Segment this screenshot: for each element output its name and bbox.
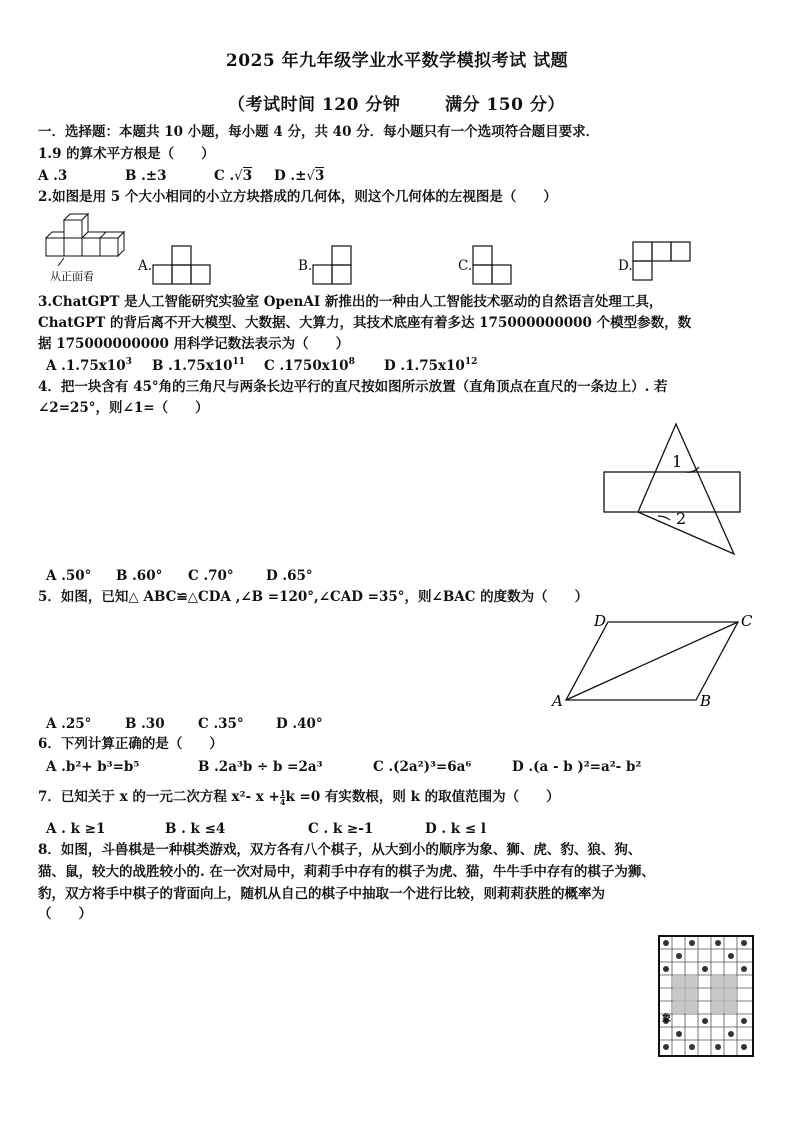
q1-option-b: B .±3 <box>125 168 167 184</box>
q4-option-d: D .65° <box>266 568 313 584</box>
q5-option-b: B .30 <box>125 716 165 732</box>
q2-option-c-label: C. <box>458 258 473 274</box>
q3-line-3: 据 175000000000 用科学记数法表示为（ ） <box>38 336 350 352</box>
q2-option-d-label: D. <box>618 258 633 274</box>
exam-time: （考试时间 120 分钟 <box>228 95 401 115</box>
q7-option-d: D . k ≤ l <box>425 821 487 837</box>
q7-stem: 7．已知关于 x 的一元二次方程 x²- x + $\frac{1}{4}$ k =0 有实数根，则 k 的取值范围为（ ） <box>38 788 560 807</box>
q2-option-a-view <box>152 244 214 286</box>
q4-line-1: 4．把一块含有 45°角的三角尺与两条长边平行的直尺按如图所示放置（直角顶点在直尺的一条边上）. 若 <box>38 379 668 395</box>
q1-option-a: A .3 <box>38 168 68 184</box>
q2-option-b-label: B. <box>298 258 313 274</box>
q4-option-a: A .50° <box>46 568 92 584</box>
angle-2-label: 2 <box>676 509 687 528</box>
section-instruction: 一．选择题：本题共 10 小题，每小题 4 分，共 40 分．每小题只有一个选项符合题目要求． <box>38 124 600 140</box>
q7-option-c: C . k ≥-1 <box>308 821 374 837</box>
q3-option-c: C $.1750x10^8$ <box>264 357 355 374</box>
q6-option-b: B .2a³b ÷ b =2a³ <box>198 759 323 775</box>
q8-animal-chess-board <box>658 935 754 1057</box>
q8-line-2: 猫、鼠，较大的战胜较小的. 在一次对局中，莉莉手中存有的棋子为虎、猫，牛牛手中存有的棋子为狮、 <box>38 864 655 880</box>
q4-line-2: ∠2=25°，则∠1=（ ） <box>38 400 209 416</box>
q6-option-a: A .b²+ b³=b⁵ <box>46 759 140 775</box>
q1-option-d: D .±√3 <box>274 168 325 184</box>
q8-line-4: （ ） <box>38 906 92 922</box>
q1-stem: 1.9 的算术平方根是（ ） <box>38 146 215 162</box>
q5-parallelogram-figure <box>548 610 760 710</box>
ruler <box>604 472 740 512</box>
q3-line-2: ChatGPT 的背后离不开大模型、大数据、大算力，其技术底座有着多达 175000000000 个模型参数，数 <box>38 315 692 331</box>
q2-option-c-view <box>472 244 516 286</box>
q5-option-c: C .35° <box>198 716 244 732</box>
vertex-d-label: D <box>594 612 607 630</box>
board-piece-label: 象 <box>662 1014 672 1024</box>
angle-1-label: 1 <box>672 452 683 471</box>
q2-option-d-view <box>632 240 694 284</box>
q7-option-a: A . k ≥1 <box>46 821 106 837</box>
vertex-c-label: C <box>741 612 753 630</box>
full-score: 满分 150 分） <box>445 95 565 115</box>
q1-option-c: C .√3 <box>214 168 253 184</box>
q7-option-b: B . k ≤4 <box>165 821 226 837</box>
q2-solid-figure <box>38 210 128 285</box>
q4-ruler-triangle-figure <box>598 420 744 560</box>
vertex-a-label: A <box>552 692 563 710</box>
q3-line-1: 3.ChatGPT 是人工智能研究实验室 OpenAI 新推出的一种由人工智能技术驱动的自然语言处理工具， <box>38 294 663 310</box>
q4-option-c: C .70° <box>188 568 234 584</box>
q5-option-d: D .40° <box>276 716 323 732</box>
q4-option-b: B .60° <box>116 568 163 584</box>
q3-option-b: B $.1.75x10^{11}$ <box>152 357 246 374</box>
vertex-b-label: B <box>700 692 712 710</box>
q6-option-c: C .(2a²)³=6a⁶ <box>373 759 472 775</box>
page-title: 2025 年九年级学业水平数学模拟考试 试题 <box>225 51 569 71</box>
q2-stem: 2.如图是用 5 个大小相同的小立方块搭成的几何体，则这个几何体的左视图是（ ） <box>38 189 557 205</box>
set-square <box>638 424 734 554</box>
q6-option-d: D .(a - b )²=a²- b² <box>512 759 642 775</box>
q3-option-a: A $.1.75x10^3$ <box>46 357 132 374</box>
q8-line-1: 8．如图，斗兽棋是一种棋类游戏，双方各有八个棋子，从大到小的顺序为象、狮、虎、豹、狼、狗、 <box>38 842 642 858</box>
q2-solid-caption: 从正面看 <box>50 270 94 283</box>
q2-option-a-label: A. <box>138 258 153 274</box>
q6-stem: 6．下列计算正确的是（ ） <box>38 736 223 752</box>
q5-option-a: A .25° <box>46 716 92 732</box>
q2-option-b-view <box>312 244 356 286</box>
q5-stem: 5．如图，已知△ ABC≌△CDA ,∠B =120°,∠CAD =35°，则∠BAC 的度数为（ ） <box>38 589 589 605</box>
q8-line-3: 豹，双方将手中棋子的背面向上，随机从自己的棋子中抽取一个进行比较，则莉莉获胜的概率为 <box>38 886 605 902</box>
q3-option-d: D $.1.75x10^{12}$ <box>384 357 478 374</box>
